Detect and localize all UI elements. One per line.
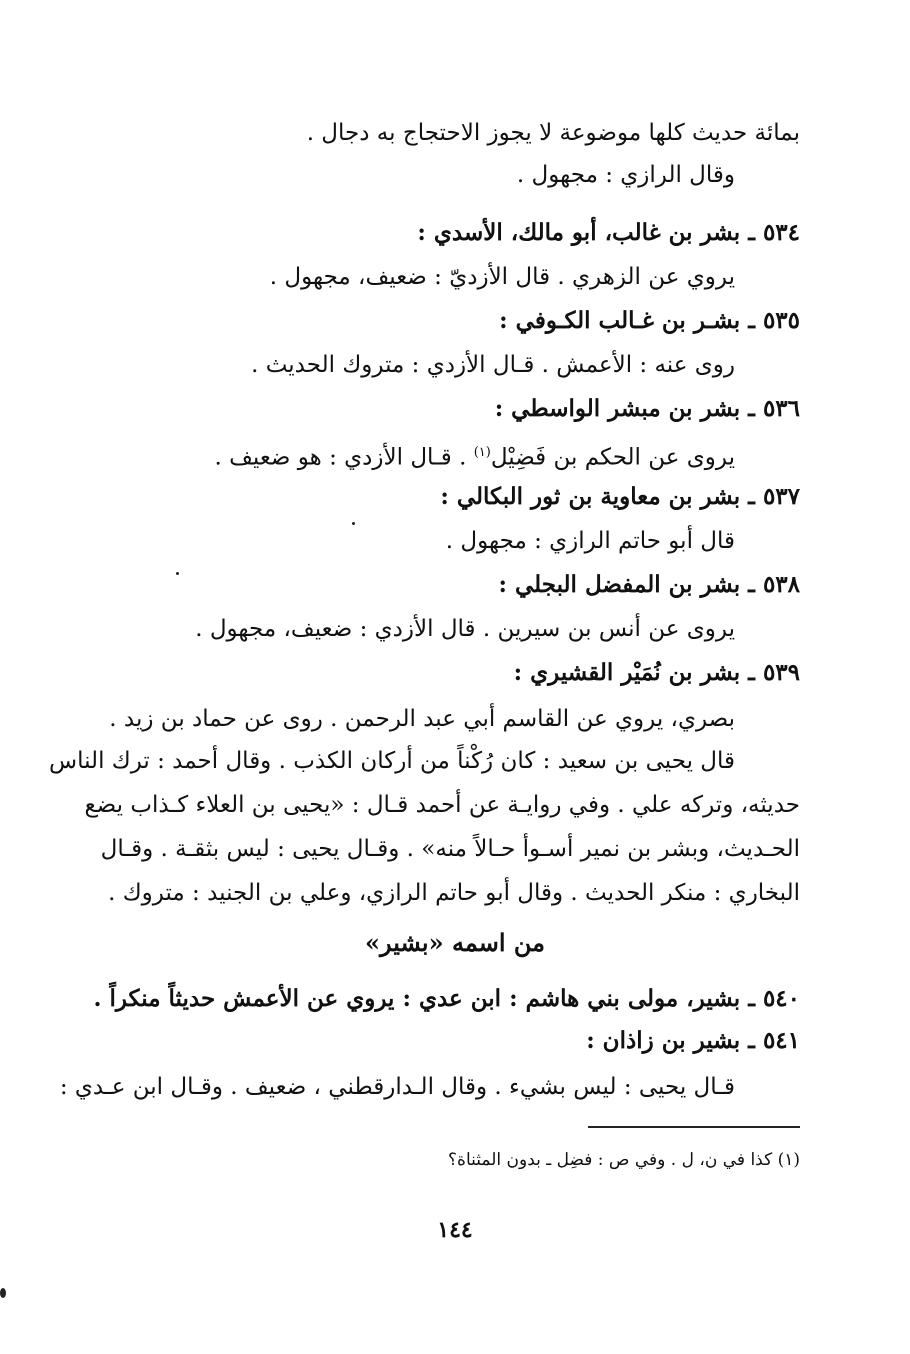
entry-539-text-3: حديثه، وتركه علي . وفي روايـة عن أحمد قـال : «يحيى بن العلاء كـذاب يضع <box>84 792 800 818</box>
entry-539-heading: ٥٣٩ ـ بشر بن نُمَيْر القشيري : <box>513 659 800 686</box>
entry-537-text: قال أبو حاتم الرازي : مجهول . <box>445 528 735 554</box>
entry-534-text: يروي عن الزهري . قال الأزديّ : ضعيف، مجهول . <box>269 264 735 290</box>
entry-540: ٥٤٠ ـ بشير، مولى بني هاشم : ابن عدي : يروي عن الأعمش حديثاً منكراً . <box>93 985 800 1012</box>
entry-539-text-4: الحـديث، وبشر بن نمير أسـوأ حـالاً منه» . وقـال يحيى : ليس بثقـة . وقـال <box>100 836 800 862</box>
entry-541-text: قـال يحيى : ليس بشيء . وقال الـدارقطني ، ضعيف . وقـال ابن عـدي : <box>59 1074 735 1100</box>
entry-539-text-5: البخاري : منكر الحديث . وقال أبو حاتم الرازي، وعلي بن الجنيد : متروك . <box>108 880 800 906</box>
entry-535-heading: ٥٣٥ ـ بشـر بن غـالب الكـوفي : <box>499 307 800 334</box>
entry-536-text-end: . قـال الأزدي : هو ضعيف . <box>214 444 467 471</box>
entry-535-text: روى عنه : الأعمش . قـال الأزدي : متروك الحديث . <box>251 352 735 378</box>
scan-speck <box>0 1288 6 1298</box>
page-number: ١٤٤ <box>437 1217 473 1243</box>
entry-538-heading: ٥٣٨ ـ بشر بن المفضل البجلي : <box>498 571 800 598</box>
text-line-2: وقال الرازي : مجهول . <box>516 162 735 188</box>
footnote-marker: (١) <box>473 445 491 460</box>
entry-537-heading: ٥٣٧ ـ بشر بن معاوية بن ثور البكالي : <box>440 483 800 510</box>
entry-536-heading: ٥٣٦ ـ بشر بن مبشر الواسطي : <box>494 395 800 422</box>
entry-539-text-1: بصري، يروي عن القاسم أبي عبد الرحمن . روى عن حماد بن زيد . <box>109 706 735 732</box>
scan-speck <box>352 522 355 525</box>
footnote-separator <box>588 1126 800 1128</box>
entry-536-text-start: يروى عن الحكم بن فَضِيْل <box>490 444 735 471</box>
footnote-text: (١) كذا في ن، ل . وفي ص : فضِل ـ بدون المثناة؟ <box>448 1150 800 1170</box>
section-heading: من اسمه «بشير» <box>365 928 545 957</box>
entry-536-text <box>214 438 735 473</box>
entry-534-heading: ٥٣٤ ـ بشر بن غالب، أبو مالك، الأسدي : <box>417 219 800 246</box>
text-line-1: بمائة حديث كلها موضوعة لا يجوز الاحتجاج به دجال . <box>306 120 800 146</box>
entry-538-text: يروى عن أنس بن سيرين . قال الأزدي : ضعيف، مجهول . <box>195 616 735 642</box>
scan-speck <box>176 572 179 575</box>
entry-541-heading: ٥٤١ ـ بشير بن زاذان : <box>586 1027 800 1054</box>
entry-539-text-2: قال يحيى بن سعيد : كان رُكْناً من أركان الكذب . وقال أحمد : ترك الناس <box>49 748 735 774</box>
